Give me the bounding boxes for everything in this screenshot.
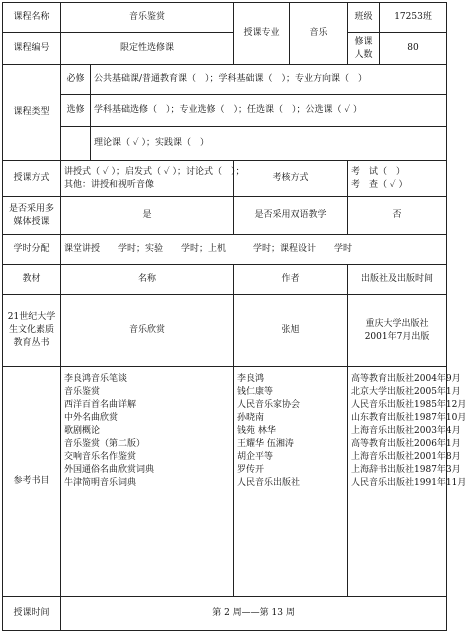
hours-allocation: 课堂讲授 学时；实验 学时；上机 学时；课程设计 学时: [61, 235, 447, 265]
multimedia-label: 是否采用多媒体授课: [3, 197, 61, 235]
blank-cell: [61, 127, 91, 161]
course-type-label: 课程类型: [3, 65, 61, 161]
textbook-label: 教材: [3, 265, 61, 295]
enrollment-label: 修课人数: [348, 33, 380, 65]
major-value: 音乐: [290, 3, 348, 65]
reference-authors: [234, 367, 348, 597]
reference-name: 中外名曲欣赏: [64, 413, 119, 423]
theory-practice-options: 理论课（ ✓ ）；实践课（ ）: [91, 127, 447, 161]
references-label: 参考书目: [3, 367, 61, 597]
reference-author: 钱仁康等: [237, 387, 274, 397]
textbook-publisher: [348, 295, 447, 367]
teaching-time-value: 第 2 周——第 13 周: [61, 597, 447, 631]
method-line-2: 其他：讲授和视听音像: [64, 179, 155, 190]
textbook-publisher-name: 重庆大学出版社: [365, 318, 429, 329]
reference-name: 音乐鉴赏: [64, 387, 101, 397]
textbook-name: 音乐欣赏: [61, 295, 234, 367]
textbook-publisher-header: 出版社及出版时间: [348, 265, 447, 295]
required-options: 公共基础课/普通教育课（ ）；学科基础课（ ）；专业方向课（ ）: [91, 65, 447, 95]
check-option: 考 查（ ✓ ）: [351, 179, 408, 190]
major-label: 授课专业: [234, 3, 290, 65]
bilingual-value: 否: [348, 197, 447, 235]
bilingual-label: 是否采用双语教学: [234, 197, 348, 235]
reference-publisher: 高等教育出版社2006年1月: [351, 439, 461, 449]
reference-author: 王耀华 伍湘涛: [237, 439, 294, 449]
reference-name: 牛津简明音乐词典: [64, 478, 137, 488]
method-line-1: 讲授式（ ✓ ）；启发式（ ✓ ）；讨论式（ ）；: [64, 166, 245, 177]
textbook-author-header: 作者: [234, 265, 348, 295]
hours-label: 学时分配: [3, 235, 61, 265]
assessment-label: 考核方式: [234, 161, 348, 197]
class-value: 17253班: [380, 3, 447, 33]
textbook-publish-date: 2001年7月出版: [364, 331, 430, 342]
reference-names: [61, 367, 234, 597]
multimedia-value: 是: [61, 197, 234, 235]
elective-label: 选修: [61, 95, 91, 127]
course-name-value: 音乐鉴赏: [61, 3, 234, 33]
reference-publishers: [348, 367, 466, 597]
teaching-method-options: [61, 161, 245, 197]
assessment-options: [348, 161, 447, 197]
reference-author: 人民音乐家协会: [237, 400, 301, 410]
reference-publisher: 上海音乐出版社2001年8月: [351, 452, 461, 462]
reference-publisher: 人民音乐出版社1991年11月: [351, 478, 466, 488]
reference-author: 胡企平等: [237, 452, 274, 462]
teaching-method-label: 授课方式: [3, 161, 61, 197]
textbook-name-header: 名称: [61, 265, 234, 295]
reference-author: 人民音乐出版社: [237, 478, 301, 488]
course-code-value: 限定性选修课: [61, 33, 234, 65]
textbook-series: 21世纪大学生文化素质教育丛书: [3, 295, 61, 367]
reference-author: 罗传开: [237, 465, 265, 475]
course-form: [2, 2, 466, 631]
reference-author: 孙晓南: [237, 413, 265, 423]
reference-publisher: 上海音乐出版社2003年4月: [351, 426, 461, 436]
class-label: 班级: [348, 3, 380, 33]
reference-publisher: 北京大学出版社2005年1月: [351, 387, 461, 397]
reference-name: 李良鸿音乐笔谈: [64, 374, 128, 384]
enrollment-value: 80: [380, 33, 447, 65]
elective-options: 学科基础选修（ ）；专业选修（ ）；任选课（ ）；公选课（ ✓ ）: [91, 95, 447, 127]
course-code-label: 课程编号: [3, 33, 61, 65]
exam-option: 考 试（ ）: [351, 166, 406, 177]
required-label: 必修: [61, 65, 91, 95]
reference-publisher: 上海辞书出版社1987年3月: [351, 465, 461, 475]
reference-name: 外国通俗名曲欣赏词典: [64, 465, 155, 475]
reference-author: 李良鸿: [237, 374, 265, 384]
reference-name: 音乐鉴赏（第二版）: [64, 439, 146, 449]
reference-publisher: 高等教育出版社2004年9月: [351, 374, 461, 384]
reference-publisher: 山东教育出版社1987年10月: [351, 413, 466, 423]
reference-name: 歌剧概论: [64, 426, 101, 436]
course-name-label: 课程名称: [3, 3, 61, 33]
textbook-author: 张旭: [234, 295, 348, 367]
reference-name: 西洋百首名曲详解: [64, 400, 137, 410]
teaching-time-label: 授课时间: [3, 597, 61, 631]
reference-publisher: 人民音乐出版社1985年12月: [351, 400, 466, 410]
reference-name: 交响音乐名作鉴赏: [64, 452, 137, 462]
reference-author: 钱苑 林华: [237, 426, 276, 436]
